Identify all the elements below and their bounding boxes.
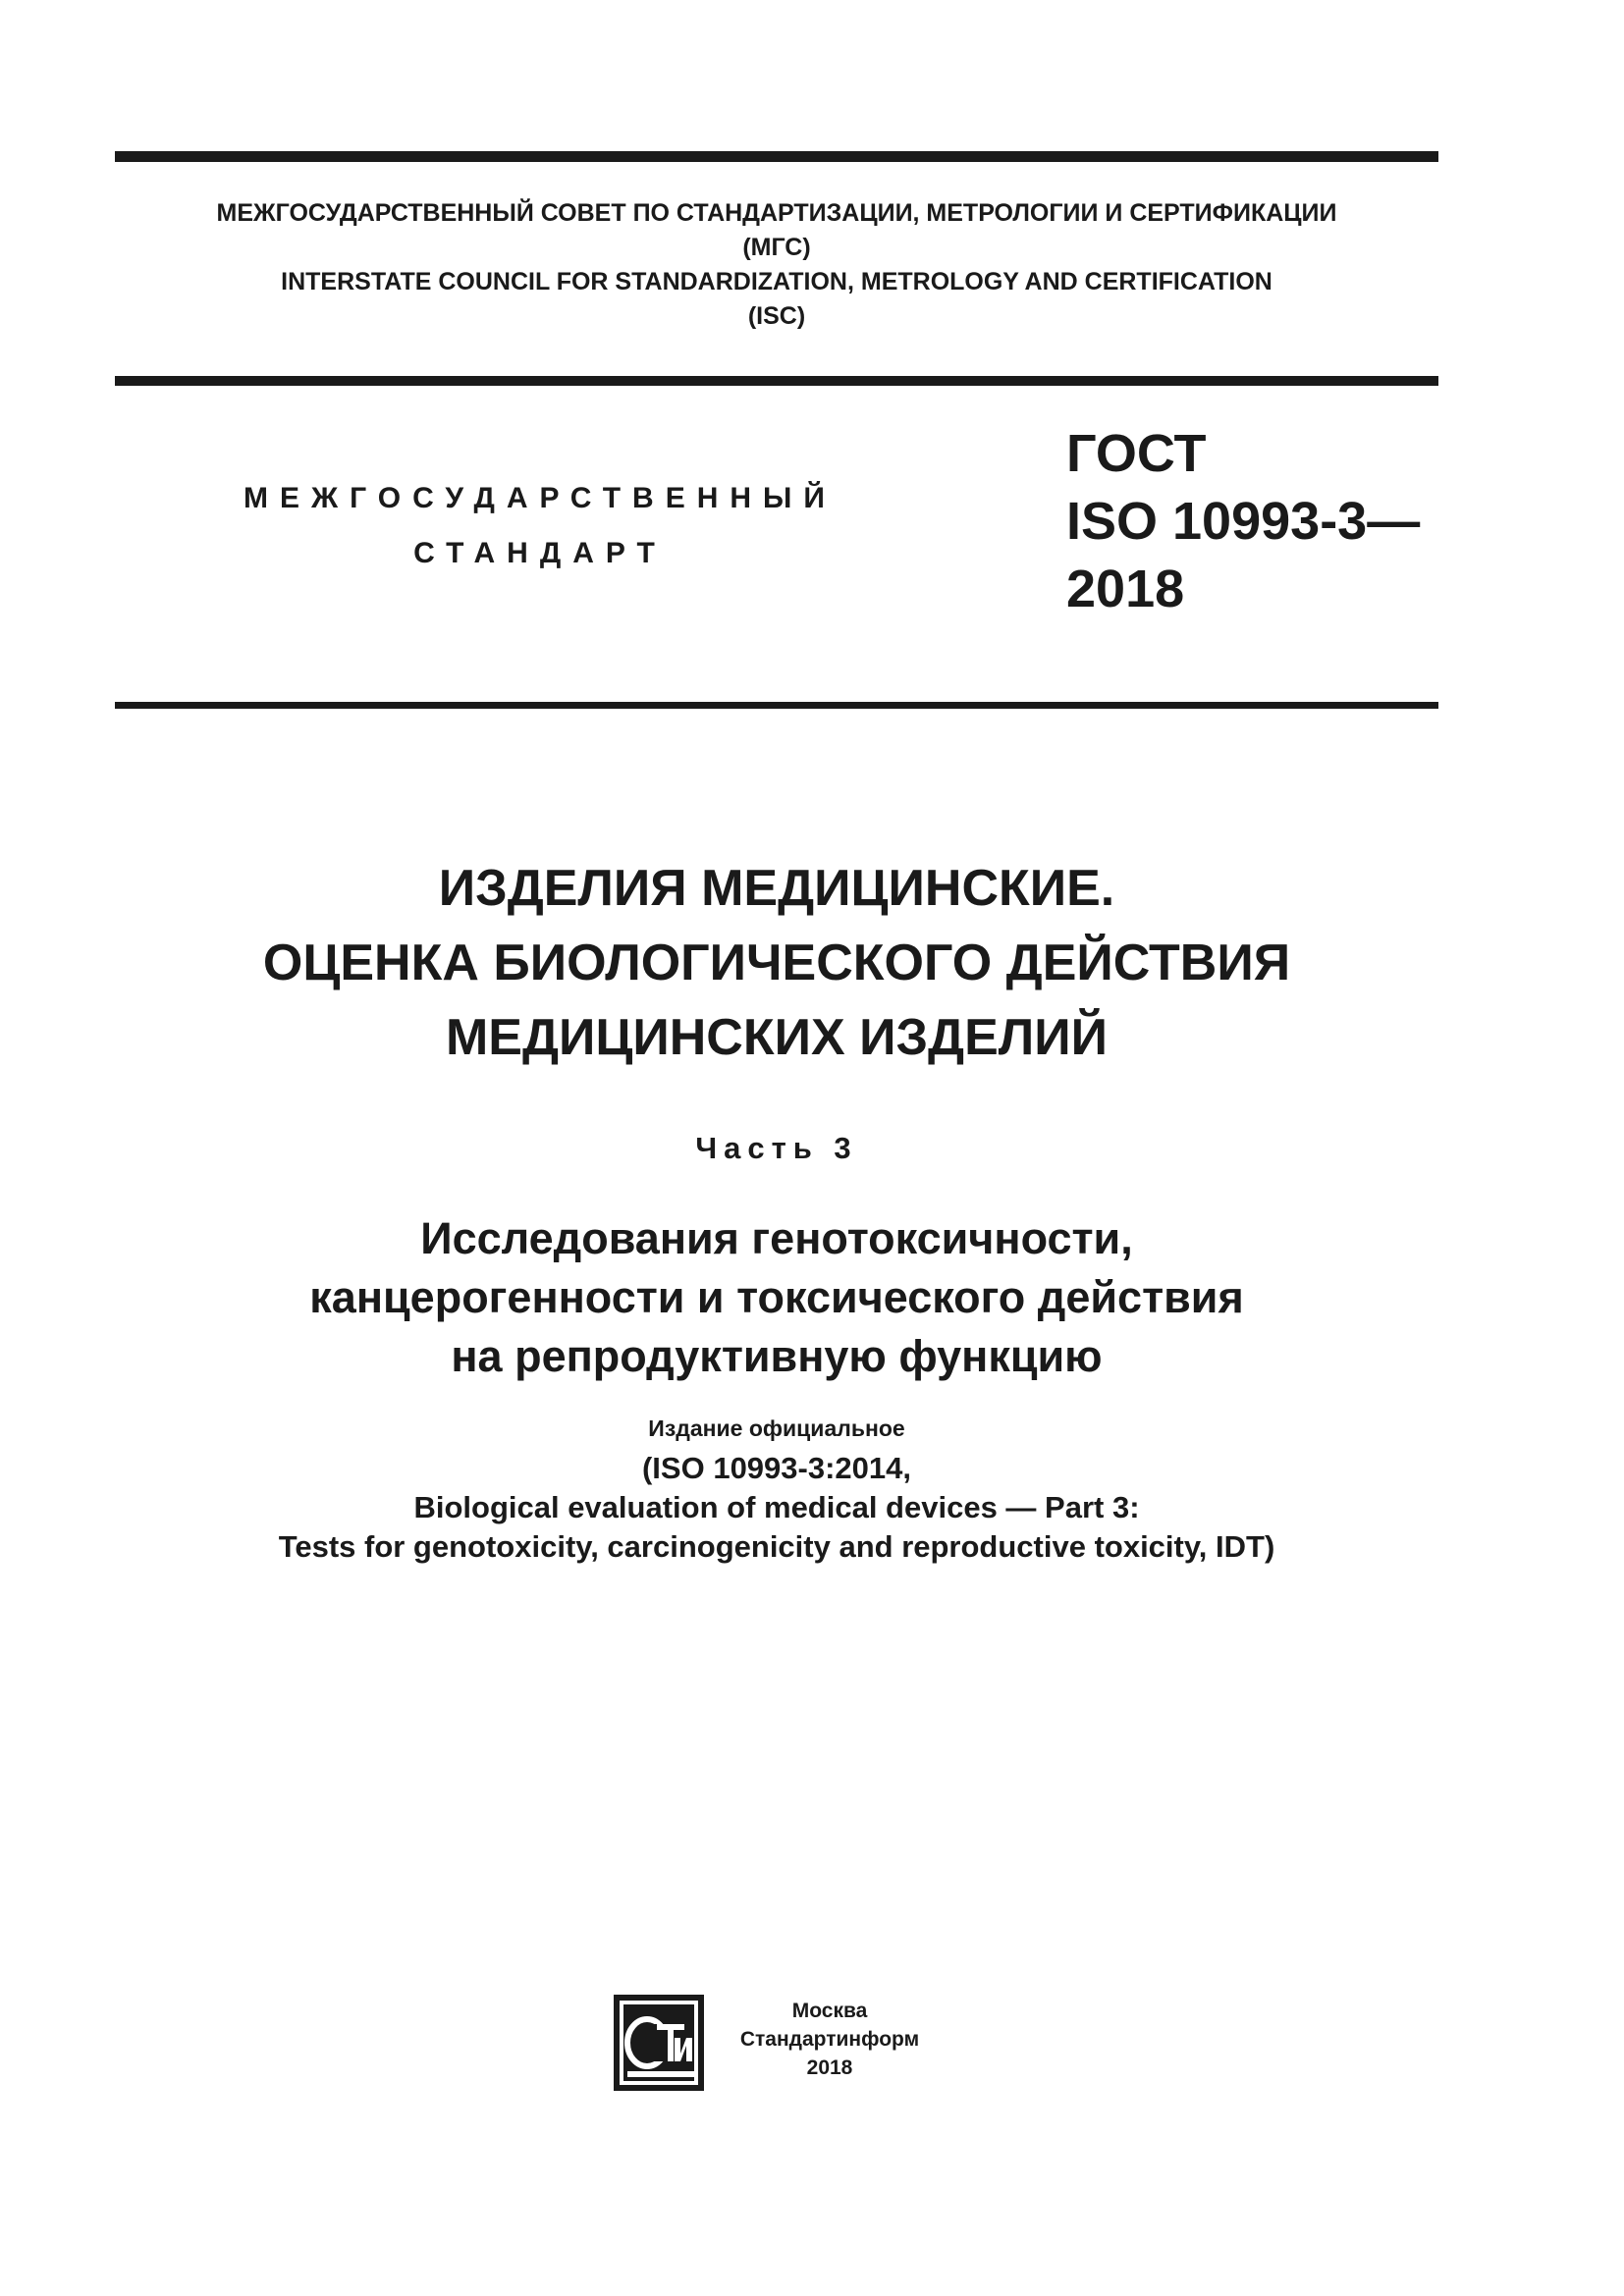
- council-ru-name: МЕЖГОСУДАРСТВЕННЫЙ СОВЕТ ПО СТАНДАРТИЗАЦИИ, МЕТРОЛОГИИ И СЕРТИФИКАЦИИ: [216, 199, 1337, 227]
- subtitle-line3: на репродуктивную функцию: [451, 1331, 1103, 1381]
- document-title: [115, 851, 1438, 1075]
- designation-line3: 2018: [1066, 560, 1185, 618]
- council-ru-abbrev: (МГС): [742, 234, 811, 261]
- publisher-name: Стандартинформ: [739, 2028, 920, 2051]
- title-line2: ОЦЕНКА БИОЛОГИЧЕСКОГО ДЕЙСТВИЯ: [262, 934, 1291, 991]
- publisher-block: [614, 1991, 967, 2109]
- council-en-abbrev: (ISC): [747, 302, 806, 330]
- title-line1: ИЗДЕЛИЯ МЕДИЦИНСКИЕ.: [438, 860, 1115, 917]
- iso-reference: [115, 1449, 1438, 1567]
- document-subtitle: [115, 1209, 1438, 1386]
- subtitle-line2: канцерогенности и токсического действия: [309, 1272, 1244, 1322]
- lower-rule: [115, 702, 1438, 709]
- publisher-text: [731, 1997, 928, 2082]
- designation-line1: ГОСТ: [1066, 424, 1207, 483]
- iso-reference-line3: Tests for genotoxicity, carcinogenicity and reproductive toxicity, IDT): [278, 1529, 1275, 1564]
- iso-reference-line2: Biological evaluation of medical devices — Part 3:: [413, 1490, 1140, 1524]
- title-line3: МЕДИЦИНСКИХ ИЗДЕЛИЙ: [445, 1009, 1109, 1066]
- part-label: Часть 3: [695, 1131, 858, 1165]
- standartinform-logo-icon: [614, 1995, 704, 2091]
- standard-kind-line2: СТАНДАРТ: [413, 537, 667, 569]
- iso-reference-line1: (ISO 10993-3:2014,: [641, 1451, 911, 1485]
- publisher-year: 2018: [806, 2056, 853, 2079]
- subtitle-line1: Исследования генотоксичности,: [420, 1213, 1133, 1263]
- council-header: [115, 196, 1438, 334]
- standard-designation: [1066, 420, 1420, 623]
- designation-line2: ISO 10993-3—: [1066, 492, 1421, 551]
- edition-label: Издание официальное: [648, 1415, 905, 1441]
- publisher-city: Москва: [791, 2000, 868, 2022]
- council-en-name: INTERSTATE COUNCIL FOR STANDARDIZATION, METROLOGY AND CERTIFICATION: [281, 268, 1272, 295]
- standard-kind-line1: МЕЖГОСУДАРСТВЕННЫЙ: [244, 482, 837, 514]
- top-rule: [115, 151, 1438, 162]
- middle-rule: [115, 376, 1438, 386]
- standard-kind: [196, 471, 884, 581]
